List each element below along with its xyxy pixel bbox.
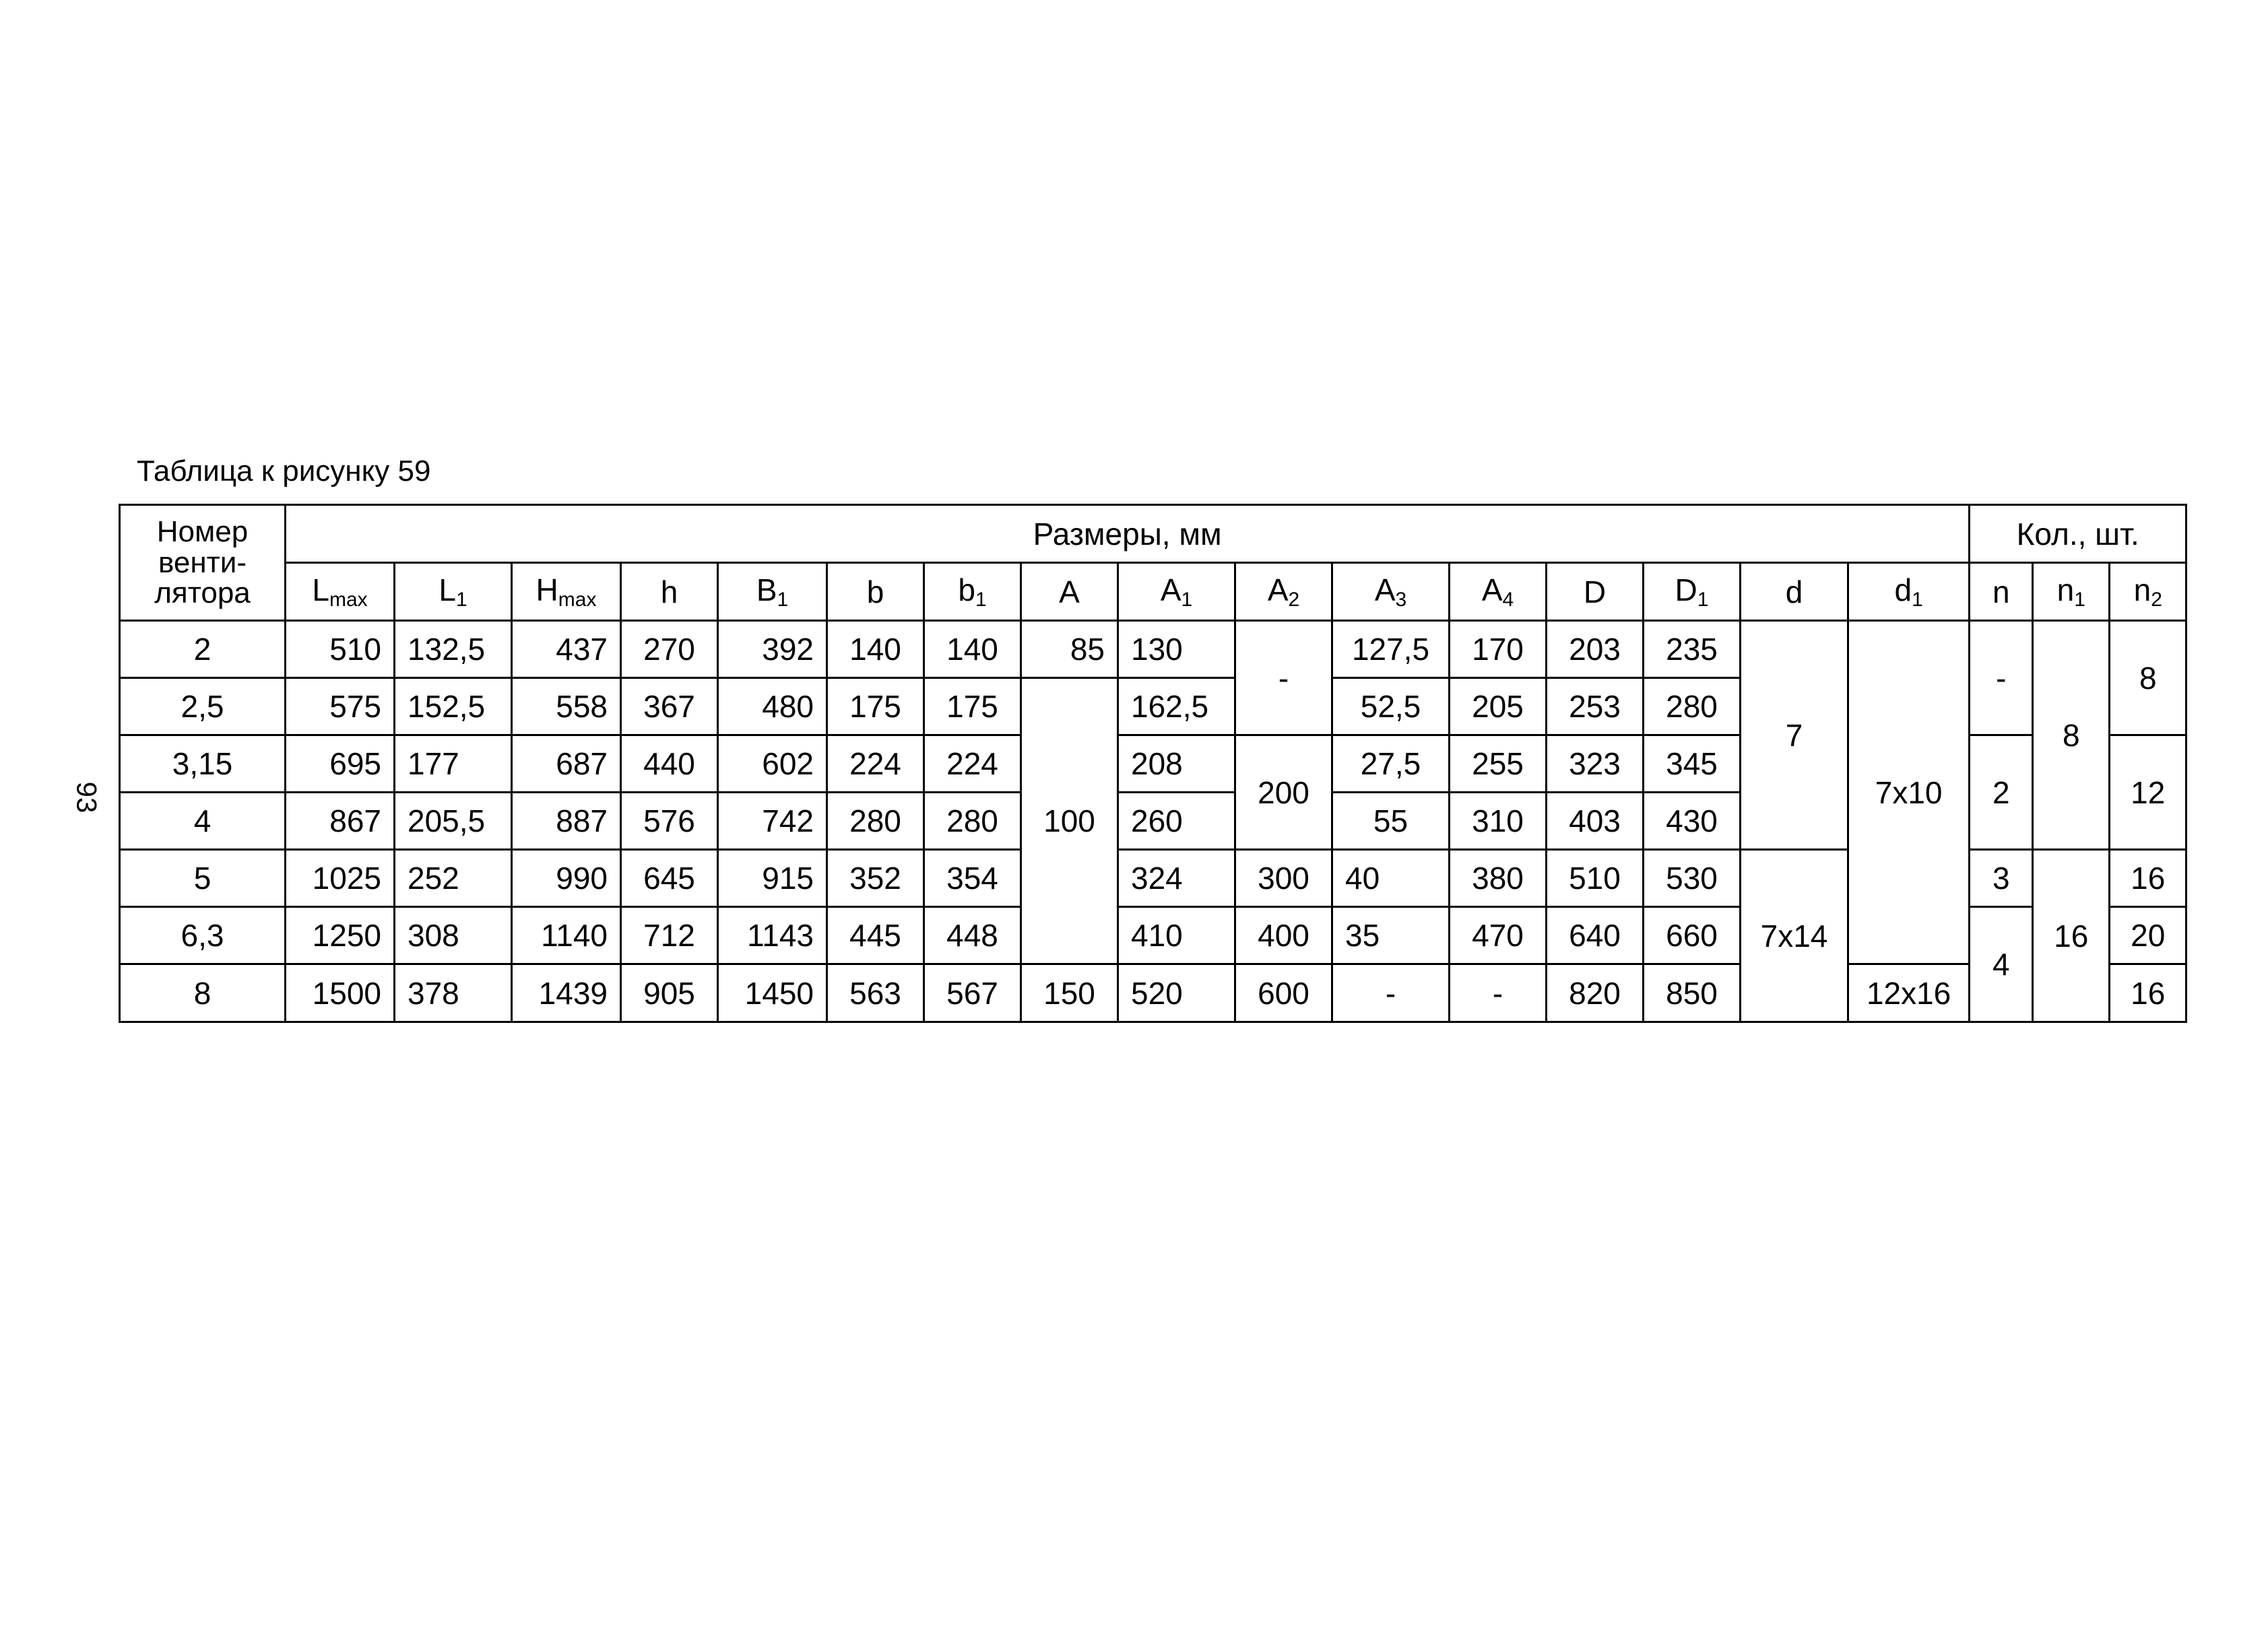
b1-cell: 567 xyxy=(924,964,1021,1022)
lmax-cell: 1025 xyxy=(286,850,395,907)
a2-cell: 600 xyxy=(1235,964,1332,1022)
lmax-cell: 575 xyxy=(286,678,395,735)
header-row-2 xyxy=(120,563,2186,621)
col-header-a2: $A_2$ xyxy=(1235,563,1332,621)
col-header-d: d xyxy=(1741,563,1848,621)
d1-upper-cell: 850 xyxy=(1644,964,1741,1022)
col-header-b1-upper: $B_1$ xyxy=(718,563,827,621)
a3-cell: 55 xyxy=(1332,793,1450,850)
a3-cell: 40 xyxy=(1332,850,1450,907)
a3-cell: 27,5 xyxy=(1332,735,1450,793)
a1-cell: 324 xyxy=(1118,850,1235,907)
n-cell: - xyxy=(1970,621,2033,735)
d-upper-cell: 820 xyxy=(1547,964,1644,1022)
header-row-1 xyxy=(120,505,2186,563)
a1-cell: 130 xyxy=(1118,621,1235,678)
a-cell: 100 xyxy=(1021,678,1118,964)
l1-cell: 308 xyxy=(395,907,512,964)
col-header-d-upper: D xyxy=(1547,563,1644,621)
a4-cell: 170 xyxy=(1450,621,1547,678)
b1-cell: 140 xyxy=(924,621,1021,678)
n2-cell: 16 xyxy=(2110,964,2186,1022)
d1-upper-cell: 530 xyxy=(1644,850,1741,907)
col-header-a1: $A_1$ xyxy=(1118,563,1235,621)
n-cell: 4 xyxy=(1970,907,2033,1022)
col-header-a4: $A_4$ xyxy=(1450,563,1547,621)
fan-number-cell: 2,5 xyxy=(120,678,286,735)
d-upper-cell: 640 xyxy=(1547,907,1644,964)
h-cell: 905 xyxy=(621,964,718,1022)
b-cell: 280 xyxy=(827,793,924,850)
h-cell: 270 xyxy=(621,621,718,678)
l1-cell: 378 xyxy=(395,964,512,1022)
b1-upper-cell: 602 xyxy=(718,735,827,793)
quantity-header: Кол., шт. xyxy=(1970,505,2186,563)
d1-upper-cell: 280 xyxy=(1644,678,1741,735)
lmax-cell: 695 xyxy=(286,735,395,793)
n2-cell: 8 xyxy=(2110,621,2186,735)
n2-cell: 20 xyxy=(2110,907,2186,964)
col-header-h: h xyxy=(621,563,718,621)
b-cell: 175 xyxy=(827,678,924,735)
b1-upper-cell: 742 xyxy=(718,793,827,850)
hmax-cell: 1140 xyxy=(512,907,621,964)
b-cell: 140 xyxy=(827,621,924,678)
lmax-cell: 510 xyxy=(286,621,395,678)
hmax-cell: 558 xyxy=(512,678,621,735)
d1-upper-cell: 235 xyxy=(1644,621,1741,678)
d1-upper-cell: 660 xyxy=(1644,907,1741,964)
a-cell: 150 xyxy=(1021,964,1118,1022)
a3-cell: - xyxy=(1332,964,1450,1022)
lmax-cell: 1500 xyxy=(286,964,395,1022)
b1-upper-cell: 480 xyxy=(718,678,827,735)
a4-cell: 380 xyxy=(1450,850,1547,907)
d1-upper-cell: 430 xyxy=(1644,793,1741,850)
lmax-cell: 1250 xyxy=(286,907,395,964)
h-cell: 576 xyxy=(621,793,718,850)
col-header-d1: $d_1$ xyxy=(1848,563,1970,621)
col-header-d1-upper: $D_1$ xyxy=(1644,563,1741,621)
hmax-cell: 687 xyxy=(512,735,621,793)
a-cell: 85 xyxy=(1021,621,1118,678)
table-caption: Таблица к рисунку 59 xyxy=(137,455,431,488)
n2-cell: 16 xyxy=(2110,850,2186,907)
table-row xyxy=(120,621,2186,678)
l1-cell: 205,5 xyxy=(395,793,512,850)
col-header-n: n xyxy=(1970,563,2033,621)
d-upper-cell: 203 xyxy=(1547,621,1644,678)
n1-cell: 8 xyxy=(2033,621,2110,850)
dimensions-header: Размеры, мм xyxy=(286,505,1970,563)
a4-cell: 205 xyxy=(1450,678,1547,735)
dimensions-table xyxy=(119,504,2187,1023)
d-cell: 7x14 xyxy=(1741,850,1848,1022)
a4-cell: 310 xyxy=(1450,793,1547,850)
d-upper-cell: 323 xyxy=(1547,735,1644,793)
fan-number-cell: 2 xyxy=(120,621,286,678)
b1-cell: 448 xyxy=(924,907,1021,964)
b1-upper-cell: 392 xyxy=(718,621,827,678)
col-header-n1: $n_1$ xyxy=(2033,563,2110,621)
b1-upper-cell: 1143 xyxy=(718,907,827,964)
a2-cell: 200 xyxy=(1235,735,1332,850)
d1-upper-cell: 345 xyxy=(1644,735,1741,793)
d1-cell: 12x16 xyxy=(1848,964,1970,1022)
hmax-cell: 990 xyxy=(512,850,621,907)
n2-cell: 12 xyxy=(2110,735,2186,850)
n1-cell: 16 xyxy=(2033,850,2110,1022)
n-cell: 3 xyxy=(1970,850,2033,907)
a3-cell: 52,5 xyxy=(1332,678,1450,735)
h-cell: 712 xyxy=(621,907,718,964)
col-header-a3: $A_3$ xyxy=(1332,563,1450,621)
a1-cell: 410 xyxy=(1118,907,1235,964)
b1-cell: 224 xyxy=(924,735,1021,793)
a2-cell: 400 xyxy=(1235,907,1332,964)
l1-cell: 132,5 xyxy=(395,621,512,678)
b-cell: 563 xyxy=(827,964,924,1022)
b-cell: 224 xyxy=(827,735,924,793)
col-header-b: b xyxy=(827,563,924,621)
h-cell: 645 xyxy=(621,850,718,907)
lmax-cell: 867 xyxy=(286,793,395,850)
col-header-b1: $b_1$ xyxy=(924,563,1021,621)
fan-number-cell: 4 xyxy=(120,793,286,850)
n-cell: 2 xyxy=(1970,735,2033,850)
a3-cell: 127,5 xyxy=(1332,621,1450,678)
hmax-cell: 887 xyxy=(512,793,621,850)
l1-cell: 177 xyxy=(395,735,512,793)
b1-upper-cell: 915 xyxy=(718,850,827,907)
page-number: 93 xyxy=(71,781,103,813)
hmax-cell: 1439 xyxy=(512,964,621,1022)
a4-cell: 255 xyxy=(1450,735,1547,793)
fan-number-cell: 3,15 xyxy=(120,735,286,793)
fan-number-header: Номер венти- лятора xyxy=(120,505,286,621)
l1-cell: 252 xyxy=(395,850,512,907)
a1-cell: 208 xyxy=(1118,735,1235,793)
d1-cell: 7x10 xyxy=(1848,621,1970,964)
b-cell: 445 xyxy=(827,907,924,964)
d-upper-cell: 253 xyxy=(1547,678,1644,735)
a1-cell: 520 xyxy=(1118,964,1235,1022)
b1-upper-cell: 1450 xyxy=(718,964,827,1022)
d-cell: 7 xyxy=(1741,621,1848,850)
l1-cell: 152,5 xyxy=(395,678,512,735)
col-header-a: A xyxy=(1021,563,1118,621)
a4-cell: 470 xyxy=(1450,907,1547,964)
a4-cell: - xyxy=(1450,964,1547,1022)
d-upper-cell: 510 xyxy=(1547,850,1644,907)
table-row xyxy=(120,964,2186,1022)
col-header-hmax: $H_{max}$ xyxy=(512,563,621,621)
col-header-n2: $n_2$ xyxy=(2110,563,2186,621)
h-cell: 367 xyxy=(621,678,718,735)
a1-cell: 162,5 xyxy=(1118,678,1235,735)
fan-number-cell: 6,3 xyxy=(120,907,286,964)
col-header-l1: $L_1$ xyxy=(395,563,512,621)
a3-cell: 35 xyxy=(1332,907,1450,964)
a2-cell: - xyxy=(1235,621,1332,735)
b1-cell: 354 xyxy=(924,850,1021,907)
b1-cell: 175 xyxy=(924,678,1021,735)
d-upper-cell: 403 xyxy=(1547,793,1644,850)
fan-number-cell: 5 xyxy=(120,850,286,907)
a1-cell: 260 xyxy=(1118,793,1235,850)
a2-cell: 300 xyxy=(1235,850,1332,907)
b-cell: 352 xyxy=(827,850,924,907)
h-cell: 440 xyxy=(621,735,718,793)
fan-number-cell: 8 xyxy=(120,964,286,1022)
b1-cell: 280 xyxy=(924,793,1021,850)
hmax-cell: 437 xyxy=(512,621,621,678)
col-header-lmax: $L_{max}$ xyxy=(286,563,395,621)
